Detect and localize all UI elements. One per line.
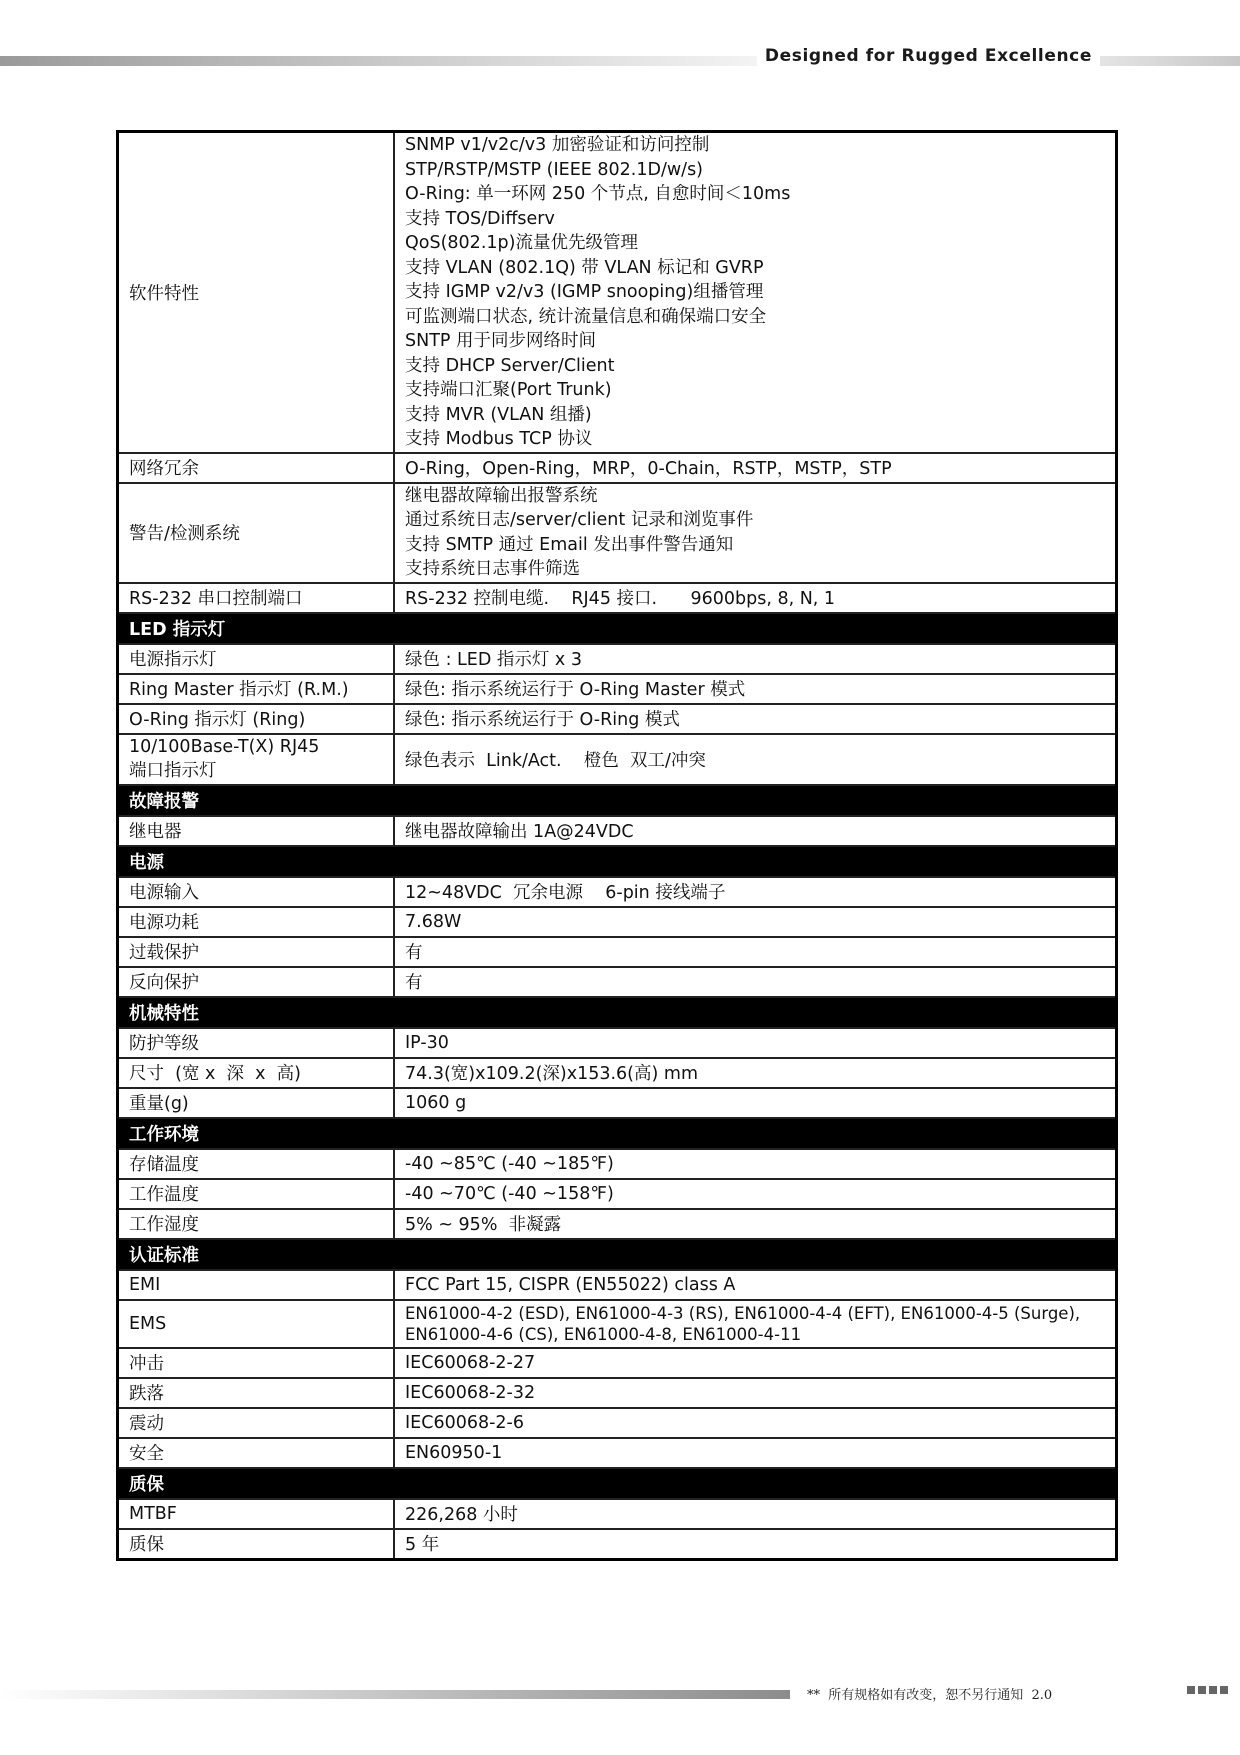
- row-label: 存储温度: [118, 1149, 395, 1179]
- footer-squares-decoration: [1187, 1686, 1228, 1694]
- header-tagline: Designed for Rugged Excellence: [757, 46, 1100, 66]
- list-item: 支持 MVR (VLAN 组播): [405, 404, 592, 425]
- rs232-row: [118, 583, 1117, 613]
- row-label: 工作湿度: [118, 1209, 395, 1239]
- square-icon: [1220, 1686, 1228, 1694]
- table-row: [118, 1529, 1117, 1560]
- software-features-label: 软件特性: [118, 132, 395, 453]
- row-label-line: 端口指示灯: [129, 761, 217, 781]
- row-value: EN60950-1: [394, 1438, 1117, 1468]
- square-icon: [1198, 1686, 1206, 1694]
- row-value: 226,268 小时: [394, 1499, 1117, 1529]
- list-item: 支持 DHCP Server/Client: [405, 355, 615, 376]
- list-item: 继电器故障输出报警系统: [405, 485, 598, 506]
- table-row: [118, 734, 1117, 785]
- table-row: [118, 1058, 1117, 1088]
- section-title: 机械特性: [118, 997, 395, 1028]
- redundancy-label: 网络冗余: [118, 453, 395, 483]
- list-item: 支持 VLAN (802.1Q) 带 VLAN 标记和 GVRP: [405, 257, 764, 278]
- row-value: -40 ~85℃ (-40 ~185℉): [394, 1149, 1117, 1179]
- section-title: 电源: [118, 846, 395, 877]
- row-value: IEC60068-2-6: [394, 1408, 1117, 1438]
- list-item: 支持 TOS/Diffserv: [405, 208, 555, 229]
- row-label: EMI: [118, 1270, 395, 1300]
- rs232-value: RS-232 控制电缆. RJ45 接口. 9600bps, 8, N, 1: [394, 583, 1117, 613]
- redundancy-value: O-Ring，Open-Ring，MRP，0-Chain，RSTP，MSTP，STP: [394, 453, 1117, 483]
- row-label: 跌落: [118, 1378, 395, 1408]
- list-item: 支持端口汇聚(Port Trunk): [405, 380, 612, 400]
- table-row: [118, 816, 1117, 846]
- table-row: [118, 1209, 1117, 1239]
- row-value: [394, 1300, 1117, 1348]
- table-row: [118, 674, 1117, 704]
- row-label: 重量(g): [118, 1088, 395, 1118]
- alarm-row: [118, 483, 1117, 583]
- section-title: 认证标准: [118, 1239, 395, 1270]
- row-value: 5% ~ 95% 非凝露: [394, 1209, 1117, 1239]
- square-icon: [1187, 1686, 1195, 1694]
- row-label: Ring Master 指示灯 (R.M.): [118, 674, 395, 704]
- row-label: 尺寸 (宽 x 深 x 高): [118, 1058, 395, 1088]
- table-row: [118, 937, 1117, 967]
- footer-note: ** 所有规格如有改变，恕不另行通知 2.0: [807, 1688, 1053, 1703]
- section-header-led: [118, 613, 1117, 644]
- list-item: SNMP v1/v2c/v3 加密验证和访问控制: [405, 135, 710, 155]
- table-row: [118, 1499, 1117, 1529]
- table-row: [118, 1408, 1117, 1438]
- row-value: 绿色: 指示系统运行于 O-Ring Master 模式: [394, 674, 1117, 704]
- software-features-row: [118, 132, 1117, 453]
- table-row: [118, 967, 1117, 997]
- table-row: [118, 1270, 1117, 1300]
- row-value: 绿色: 指示系统运行于 O-Ring 模式: [394, 704, 1117, 734]
- table-row: [118, 1378, 1117, 1408]
- section-header-environment: [118, 1118, 1117, 1149]
- list-item: SNTP 用于同步网络时间: [405, 331, 597, 351]
- list-item: 可监测端口状态, 统计流量信息和确保端口安全: [405, 306, 767, 327]
- table-row: [118, 1300, 1117, 1348]
- row-value: 1060 g: [394, 1088, 1117, 1118]
- list-item: 通过系统日志/server/client 记录和浏览事件: [405, 510, 754, 530]
- square-icon: [1209, 1686, 1217, 1694]
- row-label: 震动: [118, 1408, 395, 1438]
- list-item: O-Ring: 单一环网 250 个节点, 自愈时间＜10ms: [405, 184, 791, 204]
- table-row: [118, 907, 1117, 937]
- section-title: 工作环境: [118, 1118, 395, 1149]
- row-label: O-Ring 指示灯 (Ring): [118, 704, 395, 734]
- row-value-line: EN61000-4-2 (ESD), EN61000-4-3 (RS), EN61000-4-4 (EFT), EN61000-4-5 (Surge),: [405, 1303, 1081, 1323]
- section-header-certification: [118, 1239, 1117, 1270]
- list-item: STP/RSTP/MSTP (IEEE 802.1D/w/s): [405, 159, 704, 180]
- row-value: IEC60068-2-27: [394, 1348, 1117, 1378]
- row-value: IP-30: [394, 1028, 1117, 1058]
- row-value: 绿色 : LED 指示灯 x 3: [394, 644, 1117, 674]
- table-row: [118, 1149, 1117, 1179]
- row-value: 12~48VDC 冗余电源 6-pin 接线端子: [394, 877, 1117, 907]
- row-value: IEC60068-2-32: [394, 1378, 1117, 1408]
- row-value: 5 年: [394, 1529, 1117, 1560]
- table-row: [118, 704, 1117, 734]
- row-label: 工作温度: [118, 1179, 395, 1209]
- alarm-label: 警告/检测系统: [118, 483, 395, 583]
- row-label: EMS: [118, 1300, 395, 1348]
- row-label-line: 10/100Base-T(X) RJ45: [129, 736, 320, 757]
- section-header-mechanical: [118, 997, 1117, 1028]
- spec-table: [116, 130, 1118, 1561]
- row-value: 继电器故障输出 1A@24VDC: [394, 816, 1117, 846]
- row-label: 冲击: [118, 1348, 395, 1378]
- list-item: 支持系统日志事件筛选: [405, 559, 580, 579]
- row-label: 过载保护: [118, 937, 395, 967]
- table-row: [118, 1438, 1117, 1468]
- list-item: 支持 SMTP 通过 Email 发出事件警告通知: [405, 534, 734, 555]
- section-title: LED 指示灯: [118, 613, 395, 644]
- row-label: 安全: [118, 1438, 395, 1468]
- section-title: 质保: [118, 1468, 395, 1499]
- row-label: 防护等级: [118, 1028, 395, 1058]
- table-row: [118, 644, 1117, 674]
- rs232-label: RS-232 串口控制端口: [118, 583, 395, 613]
- section-header-power: [118, 846, 1117, 877]
- list-item: QoS(802.1p)流量优先级管理: [405, 233, 638, 253]
- software-features-list: [394, 132, 1117, 453]
- row-value: -40 ~70℃ (-40 ~158℉): [394, 1179, 1117, 1209]
- row-label: 质保: [118, 1529, 395, 1560]
- redundancy-row: [118, 453, 1117, 483]
- section-header-warranty: [118, 1468, 1117, 1499]
- row-value-line: EN61000-4-6 (CS), EN61000-4-8, EN61000-4-11: [405, 1324, 802, 1344]
- row-label: 电源指示灯: [118, 644, 395, 674]
- table-row: [118, 877, 1117, 907]
- table-row: [118, 1028, 1117, 1058]
- list-item: 支持 IGMP v2/v3 (IGMP snooping)组播管理: [405, 282, 764, 302]
- list-item: 支持 Modbus TCP 协议: [405, 429, 593, 449]
- row-label: 继电器: [118, 816, 395, 846]
- section-header-fault: [118, 785, 1117, 816]
- row-label: MTBF: [118, 1499, 395, 1529]
- row-label: 反向保护: [118, 967, 395, 997]
- row-value: 绿色表示 Link/Act. 橙色 双工/冲突: [394, 734, 1117, 785]
- row-value: 7.68W: [394, 907, 1117, 937]
- alarm-list: [394, 483, 1117, 583]
- footer-gradient-bar: [0, 1690, 790, 1699]
- section-title: 故障报警: [118, 785, 395, 816]
- table-row: [118, 1088, 1117, 1118]
- row-label: 电源功耗: [118, 907, 395, 937]
- row-value: 有: [394, 937, 1117, 967]
- table-row: [118, 1179, 1117, 1209]
- row-label: 电源输入: [118, 877, 395, 907]
- row-value: 74.3(宽)x109.2(深)x153.6(高) mm: [394, 1058, 1117, 1088]
- row-value: 有: [394, 967, 1117, 997]
- row-label: [118, 734, 395, 785]
- table-row: [118, 1348, 1117, 1378]
- row-value: FCC Part 15, CISPR (EN55022) class A: [394, 1270, 1117, 1300]
